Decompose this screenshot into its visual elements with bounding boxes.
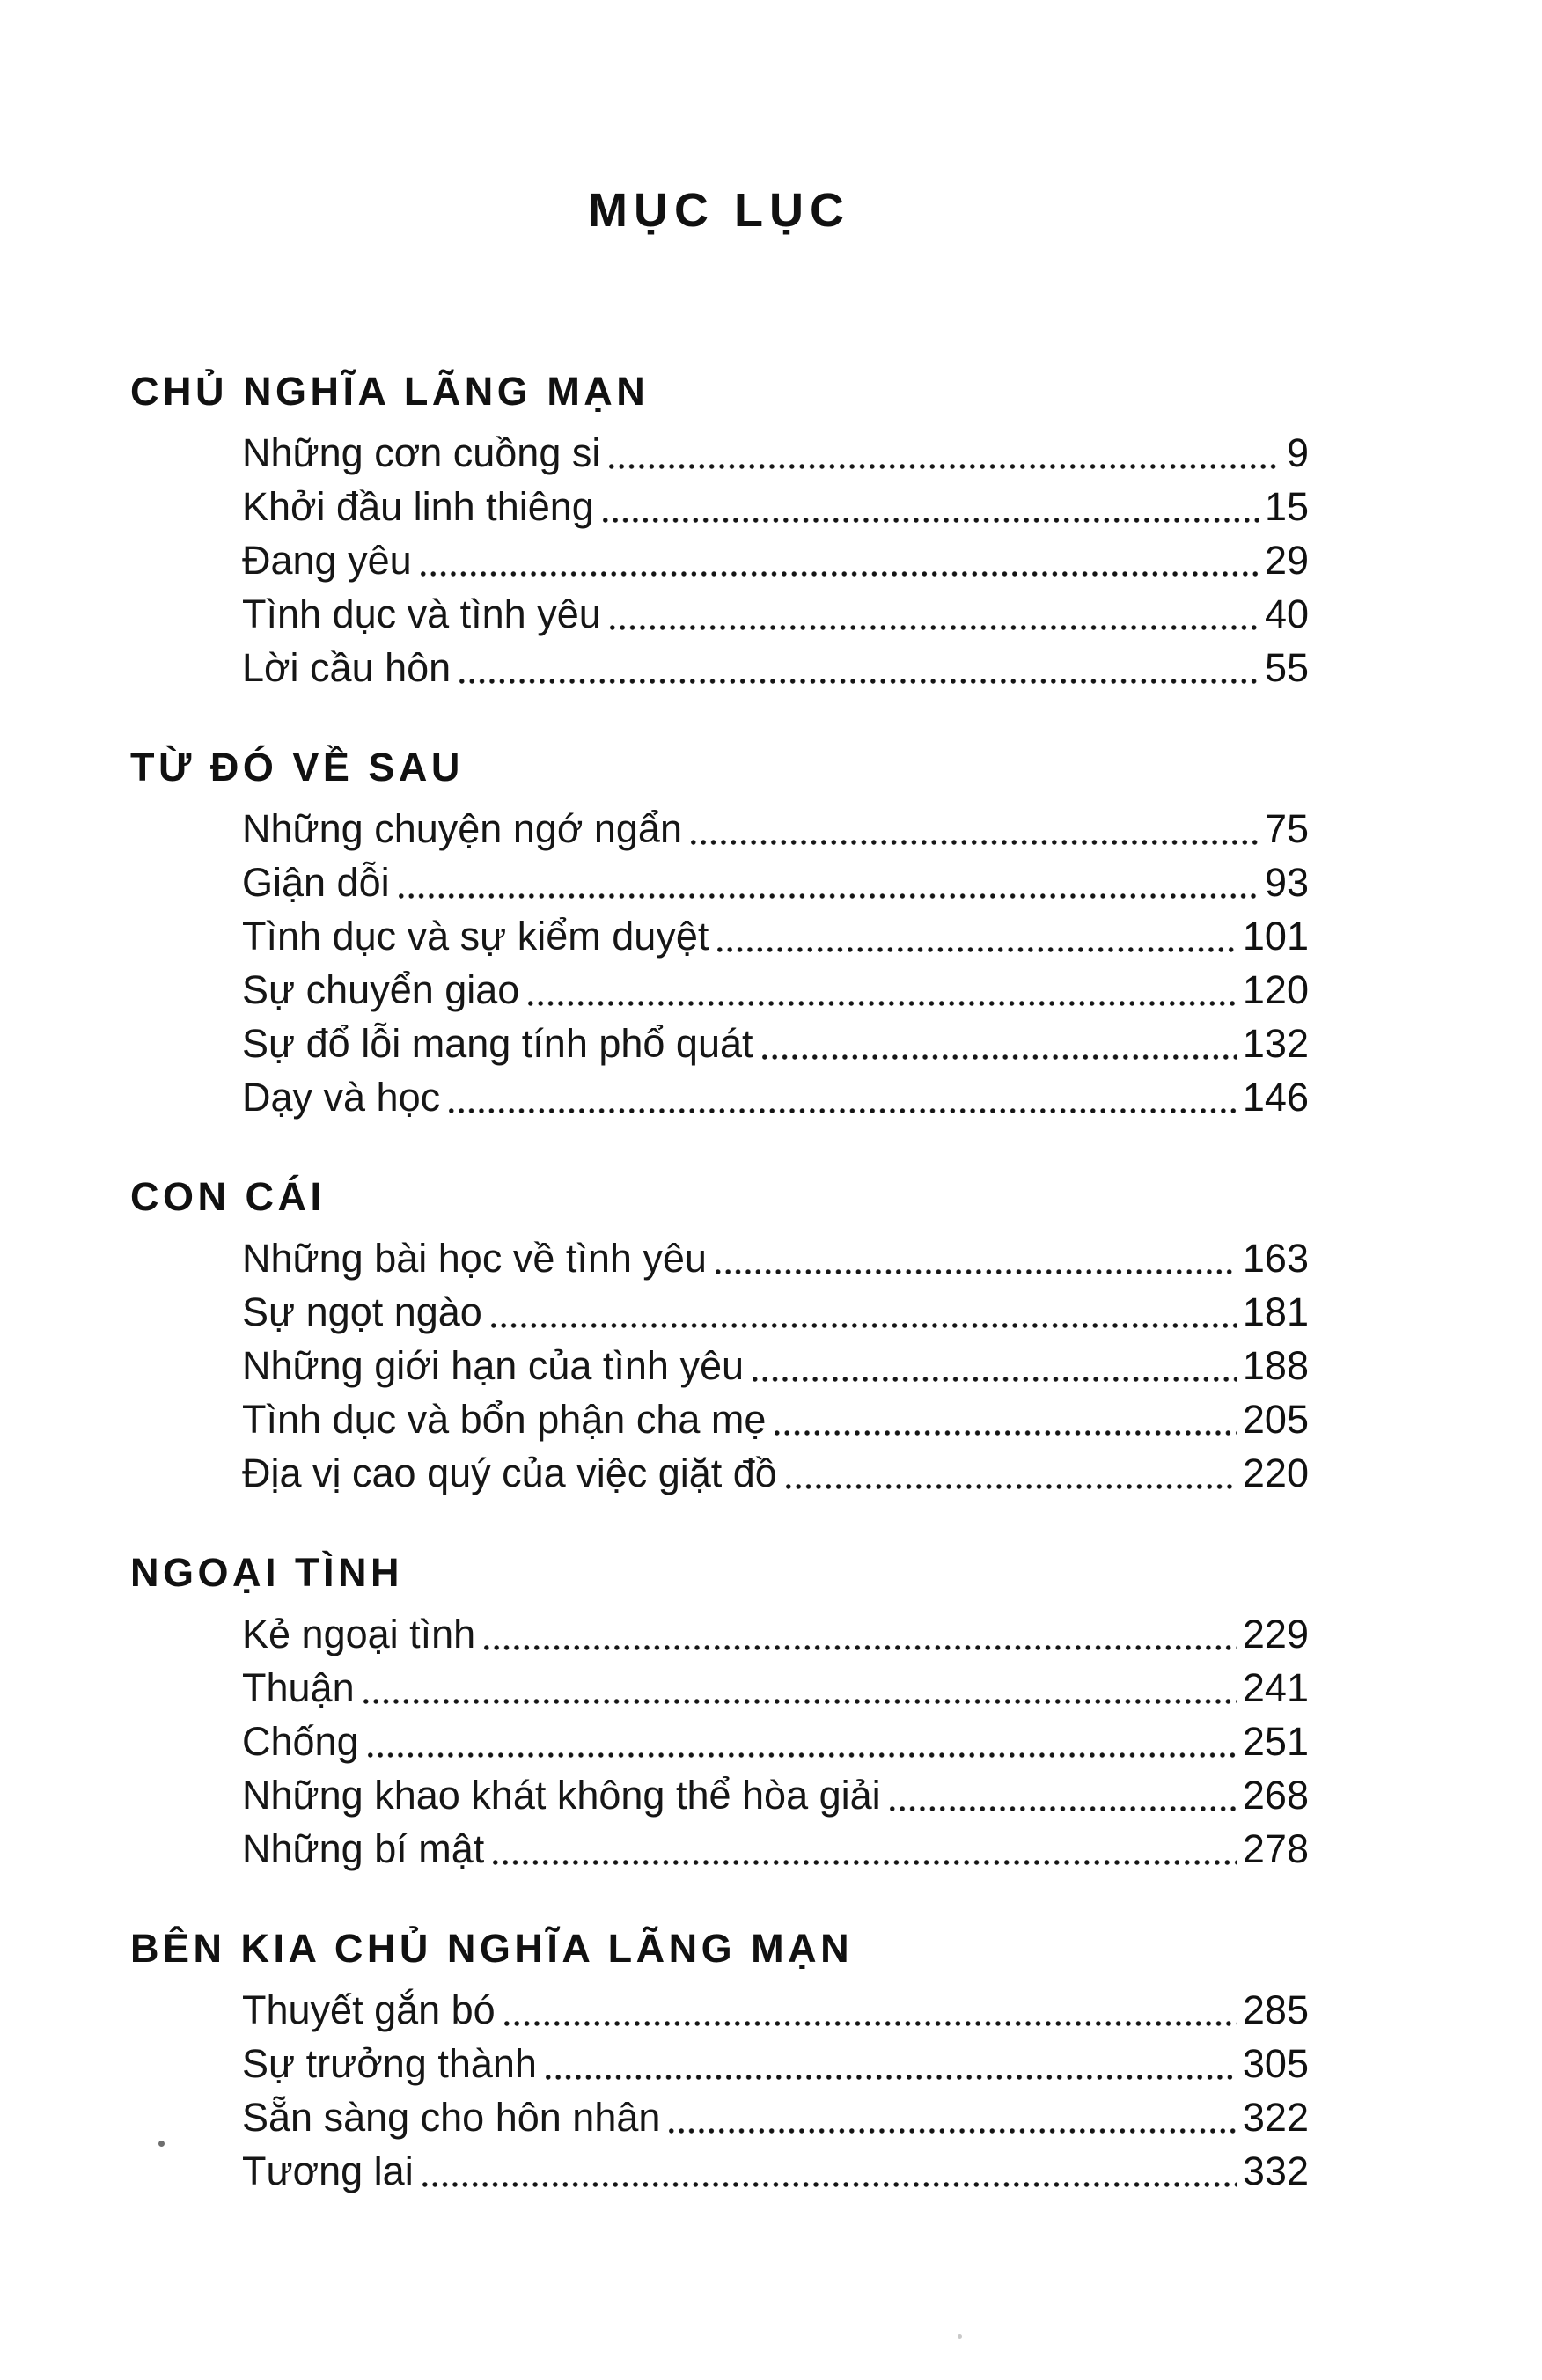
toc-entry-page-number: 229	[1242, 1612, 1309, 1656]
section-heading: TỪ ĐÓ VỀ SAU	[130, 745, 464, 790]
scan-speck	[158, 2141, 165, 2147]
dot-leader	[716, 1231, 1237, 1285]
toc-entry-page-number: 205	[1242, 1397, 1309, 1442]
toc-entry-title: Những cơn cuồng si	[242, 430, 601, 475]
toc-entry-page-number: 120	[1242, 967, 1309, 1012]
toc-entry-page-number: 285	[1242, 1987, 1309, 2032]
toc-entry	[130, 802, 1309, 856]
toc-entry-page-number: 75	[1264, 806, 1309, 851]
toc-entry	[130, 480, 1309, 533]
dot-leader	[368, 1715, 1237, 1768]
toc-entry-page-number: 278	[1242, 1826, 1309, 1871]
toc-entry	[130, 1607, 1309, 1661]
toc-entry-page-number: 29	[1264, 538, 1309, 583]
toc-entry-title: Tình dục và sự kiểm duyệt	[242, 914, 709, 959]
toc-entry-title: Những chuyện ngớ ngẩn	[242, 806, 682, 851]
toc-entry	[130, 533, 1309, 587]
toc-entry	[130, 2037, 1309, 2090]
toc-entry-title: Tình dục và bổn phận cha mẹ	[242, 1397, 767, 1442]
dot-leader	[493, 1822, 1237, 1876]
toc-entry-page-number: 55	[1264, 645, 1309, 690]
dot-leader	[609, 426, 1281, 480]
dot-leader	[753, 1339, 1237, 1392]
toc-entry-title: Sự chuyển giao	[242, 967, 520, 1012]
dot-leader	[669, 2090, 1237, 2144]
toc-entry	[130, 1070, 1309, 1124]
toc-entry-title: Khởi đầu linh thiêng	[242, 484, 594, 529]
toc-entry	[130, 1983, 1309, 2037]
toc-entry	[130, 1768, 1309, 1822]
toc-entry-page-number: 146	[1242, 1075, 1309, 1120]
section-heading: BÊN KIA CHỦ NGHĨA LÃNG MẠN	[130, 1926, 854, 1971]
toc-entry-title: Giận dỗi	[242, 860, 390, 905]
dot-leader	[786, 1446, 1237, 1500]
dot-leader	[528, 963, 1237, 1017]
toc-entry	[130, 2144, 1309, 2198]
dot-leader	[691, 802, 1259, 856]
toc-entry-title: Lời cầu hôn	[242, 645, 452, 690]
toc-entry	[130, 641, 1309, 694]
dot-leader	[717, 909, 1237, 963]
toc-entry-title: Thuyết gắn bó	[242, 1987, 496, 2032]
toc-entry-title: Đang yêu	[242, 538, 412, 583]
toc-section	[130, 364, 1309, 694]
dot-leader	[890, 1768, 1237, 1822]
toc-entry-page-number: 101	[1242, 914, 1309, 959]
toc-entry-title: Kẻ ngoại tình	[242, 1612, 476, 1656]
dot-leader	[610, 587, 1259, 641]
dot-leader	[363, 1661, 1237, 1715]
toc-entry-page-number: 15	[1264, 484, 1309, 529]
toc-entry	[130, 1017, 1309, 1070]
dot-leader	[399, 856, 1259, 909]
toc-entry	[130, 1392, 1309, 1446]
toc-entry-title: Thuận	[242, 1665, 355, 1710]
toc-entry-title: Tương lai	[242, 2149, 414, 2193]
toc-entry-title: Những khao khát không thể hòa giải	[242, 1773, 881, 1818]
section-heading: CHỦ NGHĨA LÃNG MẠN	[130, 369, 650, 414]
dot-leader	[775, 1392, 1237, 1446]
toc-entry-page-number: 163	[1242, 1236, 1309, 1281]
dot-leader	[459, 641, 1259, 694]
toc-entry	[130, 1446, 1309, 1500]
toc-entry	[130, 1822, 1309, 1876]
toc-entry-page-number: 251	[1242, 1719, 1309, 1764]
toc-entry-page-number: 332	[1242, 2149, 1309, 2193]
dot-leader	[603, 480, 1259, 533]
toc-entry-title: Địa vị cao quý của việc giặt đồ	[242, 1451, 777, 1495]
toc-entry-title: Tình dục và tình yêu	[242, 591, 601, 636]
section-heading: CON CÁI	[130, 1174, 326, 1219]
toc-entry	[130, 1715, 1309, 1768]
toc-entry-title: Sự ngọt ngào	[242, 1289, 482, 1334]
toc-entry	[130, 426, 1309, 480]
toc-section	[130, 740, 1309, 1124]
toc-entry	[130, 2090, 1309, 2144]
toc-entry-page-number: 220	[1242, 1451, 1309, 1495]
section-heading: NGOẠI TÌNH	[130, 1550, 403, 1595]
dot-leader	[484, 1607, 1237, 1661]
toc-entry	[130, 963, 1309, 1017]
toc-entry-page-number: 93	[1264, 860, 1309, 905]
toc-entry-title: Những bí mật	[242, 1826, 485, 1871]
toc-entry-page-number: 9	[1286, 430, 1309, 475]
toc-entry-title: Những bài học về tình yêu	[242, 1236, 707, 1281]
toc-entry	[130, 856, 1309, 909]
toc-entry-title: Những giới hạn của tình yêu	[242, 1343, 744, 1388]
dot-leader	[449, 1070, 1237, 1124]
toc-entry-title: Sự đổ lỗi mang tính phổ quát	[242, 1021, 753, 1066]
toc-entry	[130, 1285, 1309, 1339]
toc-entry-page-number: 241	[1242, 1665, 1309, 1710]
toc-entry-page-number: 305	[1242, 2041, 1309, 2086]
dot-leader	[762, 1017, 1237, 1070]
toc-entry-page-number: 268	[1242, 1773, 1309, 1818]
toc-section	[130, 1546, 1309, 1876]
toc-entry-page-number: 322	[1242, 2095, 1309, 2140]
toc-entry-title: Sẵn sàng cho hôn nhân	[242, 2095, 661, 2140]
toc-entry-title: Sự trưởng thành	[242, 2041, 537, 2086]
toc-section	[130, 1921, 1309, 2198]
table-of-contents	[130, 364, 1309, 2198]
toc-entry	[130, 1231, 1309, 1285]
toc-entry-page-number: 132	[1242, 1021, 1309, 1066]
toc-entry-page-number: 188	[1242, 1343, 1309, 1388]
dot-leader	[422, 2144, 1237, 2198]
scan-speck	[958, 2334, 962, 2339]
toc-entry	[130, 587, 1309, 641]
toc-entry-title: Dạy và học	[242, 1075, 441, 1120]
dot-leader	[491, 1285, 1237, 1339]
toc-entry	[130, 1661, 1309, 1715]
toc-entry-title: Chống	[242, 1719, 359, 1764]
toc-section	[130, 1170, 1309, 1500]
page-title: MỤC LỤC	[588, 184, 850, 237]
toc-entry-page-number: 40	[1264, 591, 1309, 636]
toc-entry	[130, 909, 1309, 963]
toc-entry-page-number: 181	[1242, 1289, 1309, 1334]
dot-leader	[546, 2037, 1237, 2090]
toc-entry	[130, 1339, 1309, 1392]
dot-leader	[421, 533, 1259, 587]
dot-leader	[504, 1983, 1237, 2037]
